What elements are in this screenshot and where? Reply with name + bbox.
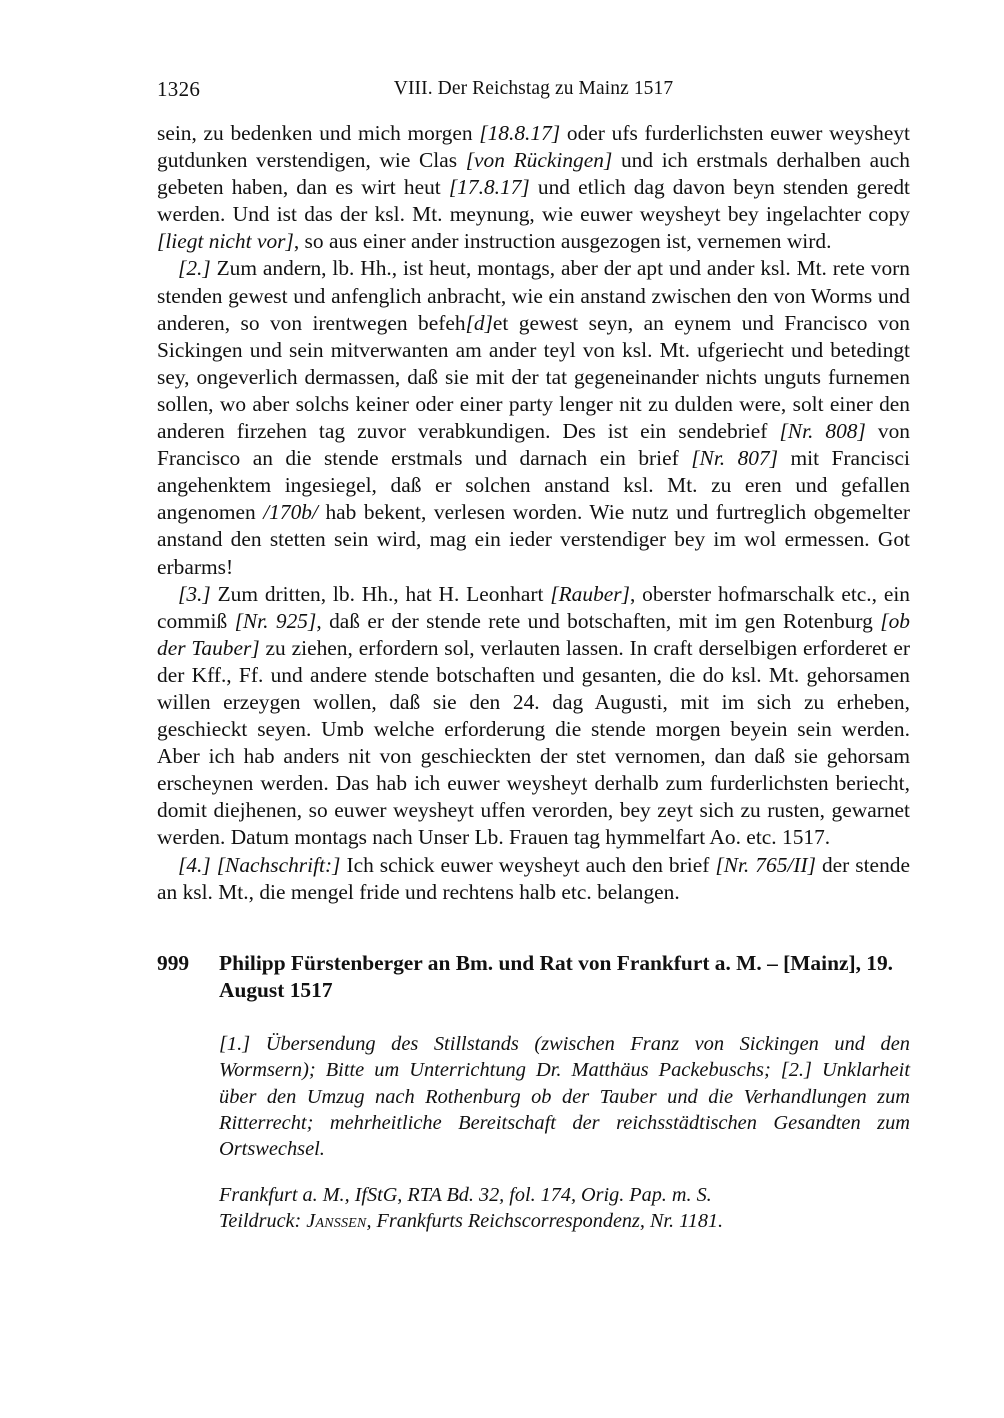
edition-reference: , Frankfurts Reichscorrespondenz, Nr. 1181. [366, 1209, 724, 1232]
paragraph-3 [157, 581, 910, 852]
editorial-insertion: [Nr. 807] [691, 446, 779, 471]
editorial-insertion: [Nr. 925] [234, 608, 317, 633]
source-line-edition [219, 1208, 910, 1234]
text-run: hab bekent, verlesen worden. Wie nutz und furtreglich obgemelter anstand den stetten sein wird, mag ein ieder verstendiger bey im wol ermessen. Got erbarms! [157, 500, 911, 579]
editorial-insertion: [Nr. 765/II] [715, 852, 816, 877]
editorial-insertion: [2.] [178, 256, 211, 281]
text-run: Zum dritten, lb. Hh., hat H. Leonhart [210, 581, 551, 606]
editorial-insertion: [Rauber] [550, 581, 630, 606]
running-title: VIII. Der Reichstag zu Mainz 1517 [393, 78, 674, 99]
source-citation [219, 1182, 910, 1234]
text-run: oder ufs furderlichsten euwer weysheyt gutdunken verstendigen, wie Clas [157, 121, 910, 173]
text-run: von Francisco an die stende erstmals und darnach ein brief [157, 419, 910, 471]
section-number: 999 [157, 950, 190, 975]
text-run: Ich schick euwer weysheyt auch den brief [340, 852, 716, 877]
text-run: zu ziehen, erfordern sol, verlauten lassen. In craft derselbigen erforderet er der Kff., Ff. und andere stende botschaften und gesanten, die do ksl. Mt. gehorsamen willen erzeygen wollen, daß sie den 24. dag Augusti, mit im sich zu erheben, geschieckt seyen. Umb welche erforderung die stende morgen beyein sein werden. Aber ich hab anders nit von geschieckten der stet vernomen, dan daß sie gehorsam erscheynen werden. Das hab ich euwer weysheyt derhalb zum furderlichsten beriecht, domit diejhenen, so euwer weysheyt uffen verorden, bey zeyt sich zu rusten, gewarnet werden. Datum montags nach Unser Lb. Frauen tag hymmelfart Ao. etc. 1517. [157, 635, 910, 850]
editorial-insertion: [Nr. 808] [779, 419, 866, 444]
text-run: , oberster hofmarschalk etc., ein commiß [157, 581, 911, 633]
text-run: der stende an ksl. Mt., die mengel fride und rechtens halb etc. belangen. [157, 852, 910, 904]
editorial-insertion: [ob der Tauber] [157, 608, 910, 660]
text-run: , daß er der stende rete und botschaften, mit im gen Rotenburg [316, 608, 881, 633]
teildruck-label: Teildruck: [219, 1209, 307, 1232]
editorial-insertion: /170b/ [263, 500, 318, 525]
section-title: Philipp Fürstenberger an Bm. und Rat von Frankfurt a. M. – [Mainz], 19. August 1517 [219, 950, 894, 1003]
editorial-insertion: [von Rückingen] [465, 148, 613, 173]
text-column [157, 120, 910, 1234]
page-number: 1326 [157, 77, 201, 101]
paragraph-4 [157, 852, 910, 906]
editorial-insertion: [3.] [178, 581, 211, 606]
editorial-insertion: [17.8.17] [448, 175, 530, 200]
section-abstract: [1.] Übersendung des Stillstands (zwischen Franz von Sickingen und den Wormsern); Bitte um Unterrichtung Dr. Matthäus Packebuschs; [2.] Unklarheit über den Umzug nach Rothenburg ob der Tauber und die Verhandlungen zum Ritterrecht; mehrheitliche Bereitschaft der reichsstädtischen Gesandten zum Ortswechsel. [219, 1032, 910, 1161]
text-run: und ich erstmals derhalben auch gebeten haben, dan es wirt heut [157, 148, 910, 200]
source-line-archive: Frankfurt a. M., IfStG, RTA Bd. 32, fol. 174, Orig. Pap. m. S. [219, 1183, 712, 1206]
text-run: und etlich dag davon beyn stenden geredt werden. Und ist das der ksl. Mt. meynung, wie euwer weysheyt bey ingelachter copy [157, 175, 910, 227]
editorial-insertion: [18.8.17] [479, 121, 561, 145]
editor-name: Janssen [306, 1209, 367, 1232]
text-run: , so aus einer ander instruction ausgezogen ist, vernemen wird. [293, 229, 832, 254]
section-heading [157, 950, 910, 1005]
text-run: et gewest seyn, an eynem und Francisco von Sickingen und sein mitverwanten am ander teyl von ksl. Mt. ufgeriecht und betedingt sey, ongeverlich dermassen, daß sie mit der tat gegeneinander nichts unguts furnemen sollen, wo aber solchs keiner oder einer party lenger nit zu dulden were, solt einer den anderen firzehen tag zuvor verabkundigen. Des ist ein sendebrief [157, 310, 910, 444]
editorial-insertion: [d] [465, 310, 493, 335]
paragraph-1 [157, 120, 910, 255]
text-run: sein, zu bedenken und mich morgen [157, 121, 480, 145]
editorial-insertion: [liegt nicht vor] [157, 229, 294, 254]
text-run: Zum andern, lb. Hh., ist heut, montags, aber der apt und ander ksl. Mt. rete vorn stenden gewest und anfenglich anbracht, wie ein anstand zwischen den von Worms und anderen, so von irentwegen befeh [157, 256, 910, 335]
paragraph-2 [157, 255, 910, 580]
running-head [157, 76, 910, 102]
text-run: mit Francisci angehenktem ingesiegel, daß er solchen anstand ksl. Mt. zu eren und gefallen angenomen [157, 446, 910, 525]
editorial-insertion: [4.] [Nachschrift:] [178, 852, 341, 877]
